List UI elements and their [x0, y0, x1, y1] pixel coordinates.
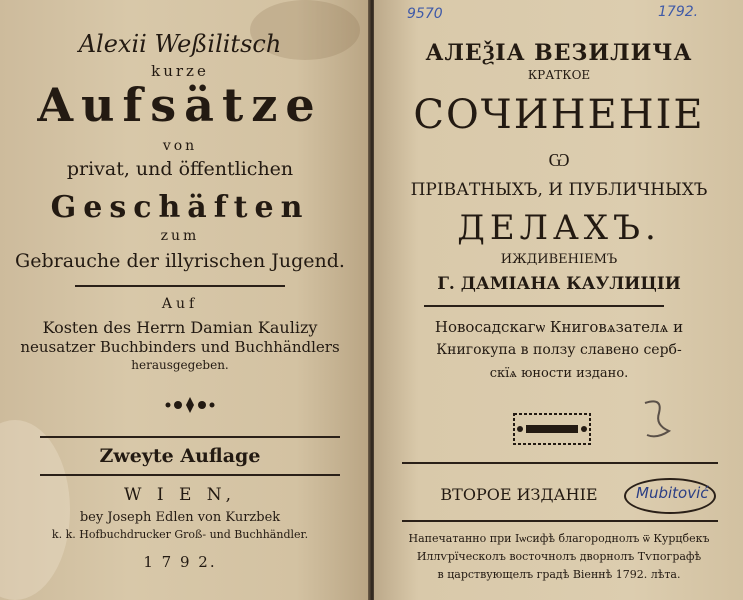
- divider: [424, 305, 664, 307]
- divider: [402, 462, 718, 464]
- divider: [402, 520, 718, 522]
- ornament-frame: [512, 412, 592, 446]
- geschaeften-line: Geschäften: [50, 190, 310, 225]
- zum-line: zum: [160, 228, 200, 244]
- privat-line: ПРІВАТНЫХЪ, И ПУБЛИЧНЫХЪ: [410, 180, 708, 200]
- knigokupa-line: Книгокупа в ползу славено серб-: [436, 342, 682, 358]
- divider: [40, 436, 340, 438]
- o-line: Ѡ: [548, 150, 570, 171]
- printer-title-line: k. k. Hofbuchdrucker Groß- und Buchhändler.: [51, 528, 309, 541]
- printer-line: bey Joseph Edlen von Kurzbek: [79, 510, 281, 525]
- pencil-mark: [639, 395, 679, 445]
- pencil-year: 1792.: [658, 4, 699, 20]
- damian-line: Г. ДАМІАНА КАУЛИЦІИ: [437, 274, 681, 294]
- divider: [40, 474, 340, 476]
- fleuron-ornament: [160, 393, 220, 417]
- imprint-line-3: в царствующелъ градѣ Віеннѣ 1792. лѣта.: [437, 568, 681, 581]
- author-line: Alexii Weßilitsch: [78, 30, 282, 58]
- divider: [75, 285, 285, 287]
- left-page: [0, 0, 370, 600]
- edition-line: ВТОРОЕ ИЗДАНІЕ: [440, 485, 598, 504]
- owner-signature: Mubitović: [636, 484, 709, 502]
- neusatzer-line: neusatzer Buchbinders und Buchhändlers: [20, 338, 340, 356]
- skija-line: скїѧ юности издано.: [489, 366, 629, 381]
- delah-line: ДЕЛАХЪ.: [457, 208, 661, 248]
- gebrauche-line: Gebrauche der illyrischen Jugend.: [15, 250, 345, 272]
- von-line: von: [162, 138, 198, 154]
- right-page: [374, 0, 743, 600]
- izhdiveniem-line: ИЖДИВЕНІЕМЪ: [500, 252, 618, 267]
- author-line: АЛЕѮІА ВЕЗИЛИЧА: [425, 40, 693, 66]
- title-line: Aufsätze: [37, 78, 323, 132]
- kratkoe-line: КРАТКОЕ: [527, 68, 591, 82]
- imprint-line-2: Иллѵрїческолъ восточнолъ дворнолъ Тѵпографѣ: [416, 550, 702, 563]
- herausgegeben-line: herausgegeben.: [131, 358, 229, 372]
- title-line: СОЧИНЕНІЕ: [413, 92, 705, 138]
- year-line: 1 7 9 2.: [143, 553, 217, 571]
- city-line: W I E N,: [123, 485, 236, 505]
- imprint-line-1: Напечатанно при Іѡсифѣ благороднолъ ѿ Курцбекъ: [408, 532, 710, 545]
- novosad-line: Новосадскагѡ Книговѧзателѧ и: [434, 318, 684, 336]
- privat-line: privat, und öffentlichen: [66, 158, 294, 180]
- kosten-line: Kosten des Herrn Damian Kaulizy: [42, 318, 318, 337]
- kurze-line: kurze: [151, 62, 209, 80]
- shelfmark-stamp: 9570: [407, 6, 443, 22]
- edition-line: Zweyte Auflage: [99, 445, 261, 467]
- auf-line: Auf: [161, 296, 199, 312]
